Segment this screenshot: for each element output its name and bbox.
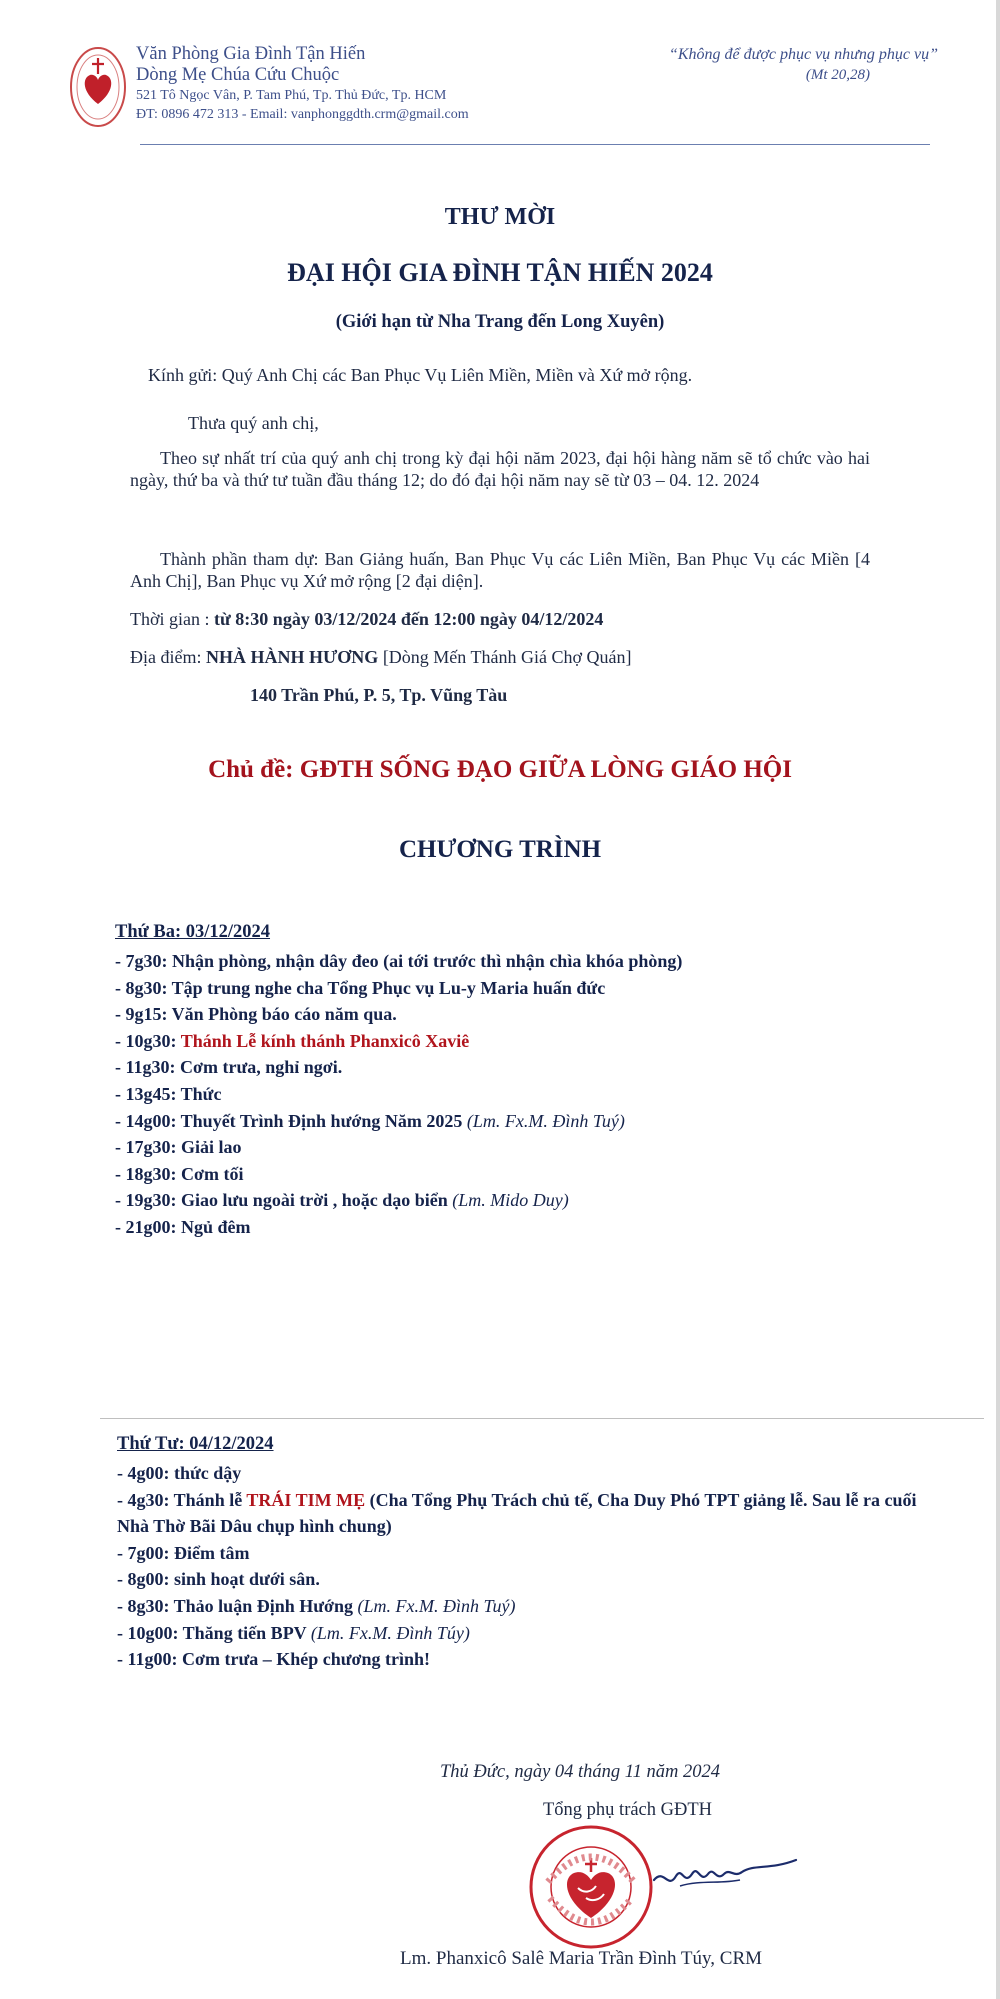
congregation-name: Dòng Mẹ Chúa Cứu Chuộc [136,65,340,85]
place-date: Thủ Đức, ngày 04 tháng 11 năm 2024 [440,1762,721,1782]
list-item: - 11g30: Cơm trưa, nghỉ ngơi. [115,1057,343,1078]
list-item: - 4g00: thức dậy [117,1463,242,1483]
program-title: CHƯƠNG TRÌNH [398,836,602,863]
list-item: - 17g30: Giải lao [115,1137,242,1158]
event-title: ĐẠI HỘI GIA ĐÌNH TẬN HIẾN 2024 [287,258,713,287]
list-item: - 11g00: Cơm trưa – Khép chương trình! [117,1649,431,1670]
recipients-line: Kính gửi: Quý Anh Chị các Ban Phục Vụ Liên Miền, Miền và Xứ mở rộng. [148,365,693,385]
header-quote [578,44,938,86]
item-speaker: (Lm. Fx.M. Đình Túy) [310,1622,470,1643]
event-place [130,646,631,668]
item-speaker: (Lm. Fx.M. Đình Tuý) [357,1595,516,1616]
list-item [115,1028,915,1055]
seal-stamp-icon [526,1822,656,1952]
paragraph-dates: Theo sự nhất trí của quý anh chị trong kỳ đại hội năm 2023, đại hội hàng năm sẽ tổ chức vào hai ngày, thứ ba và thứ tư tuần đầu tháng 12; do đó đại hội năm nay sẽ từ 03 – 04. 12. 2024 [130,448,870,490]
signer-role: Tổng phụ trách GĐTH [543,1800,713,1820]
day2-schedule [117,1460,917,1673]
list-item [117,1487,917,1540]
place-label: Địa điểm: [130,647,202,667]
day1-schedule [115,948,915,1241]
header-organization [136,44,606,124]
list-item: - 21g00: Ngủ đêm [115,1216,251,1237]
list-item [117,1620,917,1647]
day1-heading: Thứ Ba: 03/12/2024 [115,922,271,942]
item-speaker: (Lm. Fx.M. Đình Tuý) [466,1110,625,1131]
signer-name: Lm. Phanxicô Salê Maria Trần Đình Túy, CRM [400,1948,763,1969]
list-item [115,1108,915,1135]
item-time: - 10g30: [115,1030,177,1051]
mass-highlight: Thánh Lễ kính thánh Phanxicô Xaviê [180,1030,470,1051]
event-time [130,608,603,630]
list-item: - 8g30: Tập trung nghe cha Tổng Phục vụ Lu-y Maria huấn đức [115,977,606,998]
header-divider [140,144,930,145]
org-contact: ĐT: 0896 472 313 - Email: vanphonggdth.crm@gmail.com [136,107,469,122]
event-scope: (Giới hạn từ Nha Trang đến Long Xuyên) [335,312,665,332]
page-edge [996,0,1000,1999]
org-name: Văn Phòng Gia Đình Tận Hiến [136,44,366,64]
day2-heading: Thứ Tư: 04/12/2024 [117,1434,274,1454]
item-detail: (Cha Tổng Phụ Trách chủ tế, Cha Duy Phó TPT giảng lễ. Sau lễ ra cuối Nhà Thờ Bãi Dâu chụp hình chung) [117,1489,917,1537]
document-title: THƯ MỜI [444,204,556,230]
organization-logo [68,44,128,130]
mass-highlight: TRÁI TIM MẸ [246,1489,366,1510]
handwritten-signature [650,1850,800,1900]
quote-text: “Không để được phục vụ nhưng phục vụ” [668,46,938,63]
list-item: - 7g30: Nhận phòng, nhận dây đeo (ai tới trước thì nhận chìa khóa phòng) [115,951,683,971]
list-item [115,1187,915,1214]
item-text: - 10g00: Thăng tiến BPV [117,1622,307,1643]
list-item: - 9g15: Văn Phòng báo cáo năm qua. [115,1004,397,1025]
item-text: - 14g00: Thuyết Trình Định hướng Năm 2025 [115,1110,463,1131]
list-item: - 7g00: Điểm tâm [117,1542,250,1563]
time-value: từ 8:30 ngày 03/12/2024 đến 12:00 ngày 04/12/2024 [214,609,604,629]
item-text: - 8g30: Thảo luận Định Hướng [117,1595,354,1616]
event-theme: Chủ đề: GĐTH SỐNG ĐẠO GIỮA LÒNG GIÁO HỘI [208,756,792,783]
item-speaker: (Lm. Mido Duy) [452,1190,569,1211]
list-item: - 13g45: Thức [115,1083,222,1104]
quote-reference: (Mt 20,28) [805,67,870,83]
place-name: NHÀ HÀNH HƯƠNG [205,647,379,667]
list-item: - 18g30: Cơm tối [115,1163,244,1184]
item-text: - 19g30: Giao lưu ngoài trời , hoặc dạo biển [115,1190,448,1211]
place-detail: [Dòng Mến Thánh Giá Chợ Quán] [382,647,632,667]
paragraph-attendees: Thành phần tham dự: Ban Giảng huấn, Ban Phục Vụ các Liên Miền, Ban Phục Vụ các Miền [4 Anh Chị], Ban Phục vụ Xứ mở rộng [2 đại diện]. [130,549,870,591]
org-address: 521 Tô Ngọc Vân, P. Tam Phú, Tp. Thủ Đức, Tp. HCM [136,88,447,103]
place-address: 140 Trần Phú, P. 5, Tp. Vũng Tàu [250,685,508,705]
list-item [117,1593,917,1620]
time-label: Thời gian : [130,609,210,629]
section-divider [100,1418,984,1419]
salutation: Thưa quý anh chị, [188,413,319,433]
item-text: - 4g30: Thánh lễ [117,1489,243,1510]
list-item: - 8g00: sinh hoạt dưới sân. [117,1569,320,1590]
